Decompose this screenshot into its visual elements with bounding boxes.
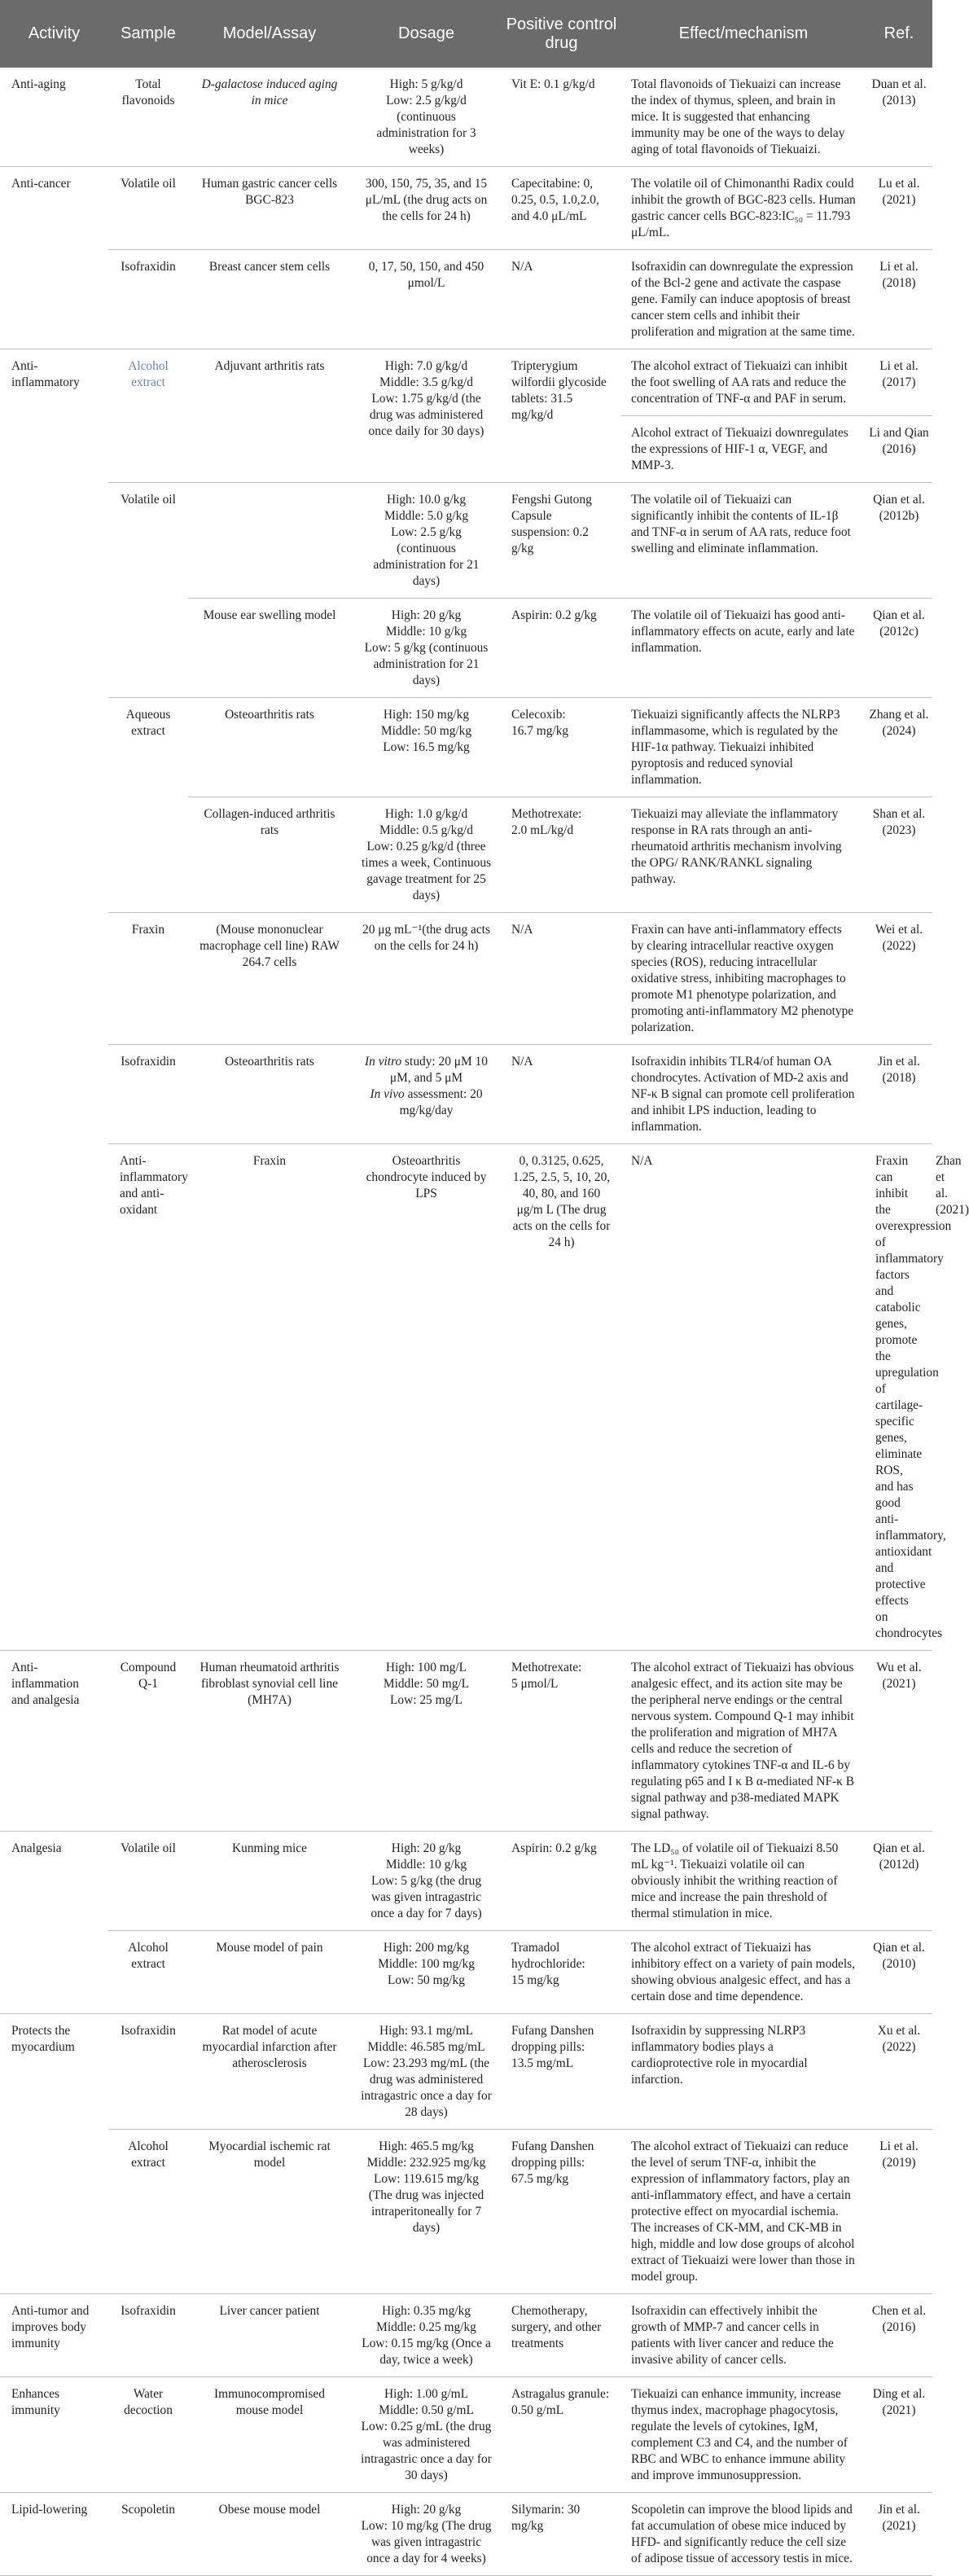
sample-cell: Aqueous extract xyxy=(108,698,188,913)
table-row xyxy=(0,2294,932,2377)
effect-cell: Scopoletin can improve the blood lipids and fat accumulation of obese mice induced by HFD- and significantly reduce the cell size of adipose tissue of accessory testis in mice. xyxy=(621,2493,866,2576)
table-row xyxy=(0,250,932,349)
header-activity: Activity xyxy=(0,0,108,68)
sample-cell: Volatile oil xyxy=(108,167,188,250)
ref-cell: Li and Qian (2016) xyxy=(866,416,932,483)
model-cell: Myocardial ischemic rat model xyxy=(188,2130,351,2294)
sample-cell: Isofraxidin xyxy=(108,2294,188,2377)
ref-cell: Wei et al. (2022) xyxy=(866,913,932,1045)
model-cell: Obese mouse model xyxy=(188,2493,351,2576)
table-row xyxy=(0,1832,932,1931)
ref-cell: Ding et al. (2021) xyxy=(866,2377,932,2493)
in-vitro-label: In vitro xyxy=(365,1055,402,1069)
activity-cell: Anti-cancer xyxy=(0,167,108,349)
model-cell: Osteoarthritis rats xyxy=(188,1045,351,1144)
model-cell: Human rheumatoid arthritis fibroblast synovial cell line (MH7A) xyxy=(188,1651,351,1832)
in-vitro-text: study: 20 μM 10 μM, and 5 μM xyxy=(389,1055,488,1085)
ref-cell: Qian et al. (2012d) xyxy=(866,1832,932,1931)
dosage-cell: High: 200 mg/kg Middle: 100 mg/kg Low: 50 mg/kg xyxy=(351,1931,502,2014)
effect-cell: Isofraxidin can effectively inhibit the growth of MMP-7 and cancer cells in patients with liver cancer and reduce the invasive ability of cancer cells. xyxy=(621,2294,866,2377)
sample-cell: Water decoction xyxy=(108,2377,188,2493)
ref-cell: Xu et al. (2022) xyxy=(866,2014,932,2130)
sample-cell: Fraxin xyxy=(108,913,188,1045)
positive-control-cell: N/A xyxy=(621,1144,866,1651)
ref-cell: Shan et al. (2023) xyxy=(866,797,932,913)
positive-control-cell: N/A xyxy=(502,913,621,1045)
table-row xyxy=(0,349,932,416)
ref-cell: Zhang et al. (2024) xyxy=(866,698,932,797)
positive-control-cell: Fufang Danshen dropping pills: 67.5 mg/kg xyxy=(502,2130,621,2294)
ref-cell: Qian et al. (2012c) xyxy=(866,599,932,698)
model-cell: (Mouse mononuclear macrophage cell line) RAW 264.7 cells xyxy=(188,913,351,1045)
effect-cell: Fraxin can inhibit the overexpression of inflammatory factors and catabolic genes, promote the upregulation of cartilage-specific genes, eliminate ROS, and has good anti-inflammatory, antioxidant and protective effects on chondrocytes xyxy=(866,1144,932,1651)
sample-cell: Volatile oil xyxy=(108,483,188,698)
sample-cell: Volatile oil xyxy=(108,1832,188,1931)
effect-cell: Tiekuaizi significantly affects the NLRP3 inflammasome, which is regulated by the HIF-1α pathway. Tiekuaizi inhibited pyroptosis and reduced synovial inflammation. xyxy=(621,698,866,797)
table-row xyxy=(0,483,932,599)
effect-cell: The volatile oil of Tiekuaizi has good anti-inflammatory effects on acute, early and late inflammation. xyxy=(621,599,866,698)
dosage-cell xyxy=(351,1045,502,1144)
effect-cell: Tiekuaizi can enhance immunity, increase thymus index, macrophage phagocytosis, regulate the levels of cytokines, IgM, complement C3 and C4, and the number of RBC and WBC to enhance immune ability and improve immunosuppression. xyxy=(621,2377,866,2493)
effect-cell: The LD₅₀ of volatile oil of Tiekuaizi 8.50 mL kg⁻¹. Tiekuaizi volatile oil can obviously inhibit the writhing reaction of mice and increase the pain threshold of thermal stimulation in mice. xyxy=(621,1832,866,1931)
sample-cell: Alcohol extract xyxy=(108,349,188,483)
ref-cell: Lu et al. (2021) xyxy=(866,167,932,250)
dosage-cell: 300, 150, 75, 35, and 15 μL/mL (the drug acts on the cells for 24 h) xyxy=(351,167,502,250)
dosage-cell: High: 1.0 g/kg/d Middle: 0.5 g/kg/d Low: 0.25 g/kg/d (three times a week, Continuous gavage treatment for 25 days) xyxy=(351,797,502,913)
positive-control-cell: Aspirin: 0.2 g/kg xyxy=(502,1832,621,1931)
dosage-cell: High: 93.1 mg/mL Middle: 46.585 mg/mL Low: 23.293 mg/mL (the drug was administered intragastric once a day for 28 days) xyxy=(351,2014,502,2130)
activity-cell: Lipid-lowering xyxy=(0,2493,108,2576)
positive-control-cell: Methotrexate: 2.0 mL/kg/d xyxy=(502,797,621,913)
in-vivo-label: In vivo xyxy=(370,1087,405,1101)
dosage-cell: High: 10.0 g/kg Middle: 5.0 g/kg Low: 2.5 g/kg (continuous administration for 21 days) xyxy=(351,483,502,599)
positive-control-cell: Methotrexate: 5 μmol/L xyxy=(502,1651,621,1832)
dosage-cell: High: 7.0 g/kg/d Middle: 3.5 g/kg/d Low: 1.75 g/kg/d (the drug was administered once daily for 30 days) xyxy=(351,349,502,483)
activity-cell: Anti-tumor and improves body immunity xyxy=(0,2294,108,2377)
ref-cell: Duan et al. (2013) xyxy=(866,68,932,167)
model-cell: Mouse model of pain xyxy=(188,1931,351,2014)
dosage-cell: 0, 17, 50, 150, and 450 μmol/L xyxy=(351,250,502,349)
effect-cell: Isofraxidin can downregulate the expression of the Bcl-2 gene and activate the caspase gene. Family can induce apoptosis of breast cancer stem cells and inhibit their proliferation and migration at the same time. xyxy=(621,250,866,349)
header-effect: Effect/mechanism xyxy=(621,0,866,68)
dosage-cell: High: 20 g/kg Low: 10 mg/kg (The drug was given intragastric once a day for 4 weeks) xyxy=(351,2493,502,2576)
dosage-cell: High: 1.00 g/mL Middle: 0.50 g/mL Low: 0.25 g/mL (the drug was administered intragastric once a day for 30 days) xyxy=(351,2377,502,2493)
effect-cell: Alcohol extract of Tiekuaizi downregulates the expressions of HIF-1 α, VEGF, and MMP-3. xyxy=(621,416,866,483)
dosage-text: High: 5 g/kg/d Low: 2.5 g/kg/d (continuous administration for 3 weeks) xyxy=(376,77,476,156)
dosage-cell: High: 0.35 mg/kg Middle: 0.25 mg/kg Low: 0.15 mg/kg (Once a day, twice a week) xyxy=(351,2294,502,2377)
sample-cell: Alcohol extract xyxy=(108,2130,188,2294)
effect-cell: Isofraxidin by suppressing NLRP3 inflammatory bodies plays a cardioprotective role in myocardial infarction. xyxy=(621,2014,866,2130)
sample-cell: Alcohol extract xyxy=(108,1931,188,2014)
effect-cell: Total flavonoids of Tiekuaizi can increase the index of thymus, spleen, and brain in mice. It is suggested that enhancing immunity may be one of the ways to delay aging of total flavonoids of Tiekuaizi. xyxy=(621,68,866,167)
positive-control-cell: Silymarin: 30 mg/kg xyxy=(502,2493,621,2576)
dosage-cell xyxy=(351,68,502,167)
positive-control-cell: N/A xyxy=(502,1045,621,1144)
effect-cell: Tiekuaizi may alleviate the inflammatory response in RA rats through an anti-rheumatoid arthritis mechanism involving the OPG/ RANK/RANKL signaling pathway. xyxy=(621,797,866,913)
sample-cell: Total flavonoids xyxy=(108,68,188,167)
positive-control-cell: N/A xyxy=(502,250,621,349)
model-cell: Immunocompromised mouse model xyxy=(188,2377,351,2493)
model-cell: Mouse ear swelling model xyxy=(188,599,351,698)
header-model: Model/Assay xyxy=(188,0,351,68)
effect-cell: The alcohol extract of Tiekuaizi has obvious analgesic effect, and its action site may be the peripheral nerve endings or the central nervous system. Compound Q-1 may inhibit the proliferation and migration of MH7A cells and reduce the secretion of inflammatory cytokines TNF-α and IL-6 by regulating p65 and I κ B α-mediated NF-κ B signal pathway and p38-mediated MAPK signal pathway. xyxy=(621,1651,866,1832)
positive-control-cell: Fengshi Gutong Capsule suspension: 0.2 g/kg xyxy=(502,483,621,599)
header-ref: Ref. xyxy=(866,0,932,68)
activity-cell: Analgesia xyxy=(0,1832,108,2014)
dosage-cell: 0, 0.3125, 0.625, 1.25, 2.5, 5, 10, 20, 40, 80, and 160 μg/m L (The drug acts on the cells for 24 h) xyxy=(502,1144,621,1651)
table-row xyxy=(0,1931,932,2014)
activity-cell: Anti-inflammatory xyxy=(0,349,108,1651)
effect-cell: The volatile oil of Tiekuaizi can significantly inhibit the contents of IL-1β and TNF-α in serum of AA rats, reduce foot swelling and eliminate inflammation. xyxy=(621,483,866,599)
positive-control-cell: Tripterygium wilfordii glycoside tablets: 31.5 mg/kg/d xyxy=(502,349,621,483)
sample-cell: Isofraxidin xyxy=(108,250,188,349)
ref-cell: Wu et al. (2021) xyxy=(866,1651,932,1832)
table-row xyxy=(0,68,932,167)
model-cell: Adjuvant arthritis rats xyxy=(188,349,351,483)
activity-cell: Anti-aging xyxy=(0,68,108,167)
effect-cell: The alcohol extract of Tiekuaizi can inhibit the foot swelling of AA rats and reduce the concentration of TNF-α and PAF in serum. xyxy=(621,349,866,416)
effect-cell: The alcohol extract of Tiekuaizi has inhibitory effect on a variety of pain models, showing obvious analgesic effect, and has a certain dose and time dependence. xyxy=(621,1931,866,2014)
ref-cell: Qian et al. (2010) xyxy=(866,1931,932,2014)
header-positive-control: Positive control drug xyxy=(502,0,621,68)
header-dosage: Dosage xyxy=(351,0,502,68)
model-cell: Breast cancer stem cells xyxy=(188,250,351,349)
effect-cell: The volatile oil of Chimonanthi Radix could inhibit the growth of BGC-823 cells. Human gastric cancer cells BGC-823:IC₅₀ = 11.793 μL/mL. xyxy=(621,167,866,250)
dosage-cell: High: 100 mg/L Middle: 50 mg/L Low: 25 mg/L xyxy=(351,1651,502,1832)
activity-cell: Enhances immunity xyxy=(0,2377,108,2493)
ref-cell: Qian et al. (2012b) xyxy=(866,483,932,599)
dosage-cell: High: 20 g/kg Middle: 10 g/kg Low: 5 g/kg (the drug was given intragastric once a day for 7 days) xyxy=(351,1832,502,1931)
sample-cell: Isofraxidin xyxy=(108,1045,188,1144)
dosage-cell: 20 μg mL⁻¹(the drug acts on the cells for 24 h) xyxy=(351,913,502,1045)
header-sample: Sample xyxy=(108,0,188,68)
positive-control-cell: Chemotherapy, surgery, and other treatments xyxy=(502,2294,621,2377)
header-row xyxy=(0,0,932,68)
model-cell xyxy=(188,68,351,167)
ref-cell: Jin et al. (2018) xyxy=(866,1045,932,1144)
dosage-cell: High: 20 g/kg Middle: 10 g/kg Low: 5 g/kg (continuous administration for 21 days) xyxy=(351,599,502,698)
sample-cell: Isofraxidin xyxy=(108,2014,188,2130)
effect-cell: Isofraxidin inhibits TLR4/of human OA chondrocytes. Activation of MD-2 axis and NF-κ B signal can promote cell proliferation and inhibit LPS induction, leading to inflammation. xyxy=(621,1045,866,1144)
dosage-cell: High: 150 mg/kg Middle: 50 mg/kg Low: 16.5 mg/kg xyxy=(351,698,502,797)
sample-cell: Compound Q-1 xyxy=(108,1651,188,1832)
table-row xyxy=(0,698,932,797)
model-cell: Rat model of acute myocardial infarction after atherosclerosis xyxy=(188,2014,351,2130)
positive-control-cell: Capecitabine: 0, 0.25, 0.5, 1.0,2.0, and 4.0 μL/mL xyxy=(502,167,621,250)
activity-cell: Protects the myocardium xyxy=(0,2014,108,2294)
activity-cell: Anti-inflammation and analgesia xyxy=(0,1651,108,1832)
table-row xyxy=(0,1651,932,1832)
positive-control-cell: Tramadol hydrochloride: 15 mg/kg xyxy=(502,1931,621,2014)
table-row xyxy=(0,2493,932,2576)
model-cell: Human gastric cancer cells BGC-823 xyxy=(188,167,351,250)
effect-cell: The alcohol extract of Tiekuaizi can reduce the level of serum TNF-α, inhibit the expression of inflammatory factors, play an anti-inflammatory effect, and have a certain protective effect on myocardial ischemia. The increases of CK-MM, and CK-MB in high, middle and low dose groups of alcohol extract of Tiekuaizi were lower than those in model group. xyxy=(621,2130,866,2294)
model-cell: Kunming mice xyxy=(188,1832,351,1931)
in-vivo-text: assessment: 20 mg/kg/day xyxy=(399,1087,483,1117)
table-row xyxy=(0,913,932,1045)
table-row xyxy=(0,2014,932,2130)
table-row xyxy=(0,2377,932,2493)
sample-cell: Scopoletin xyxy=(108,2493,188,2576)
table-row: Anti-inflammatory and anti-oxidant Fraxin Osteoarthritis chondrocyte induced by LPS 0, 0.3125, 0.625, 1.25, 2.5, 5, 10, 20, 40, 80, and 160 μg/m L (The drug acts on the cells for 24 h) N/A Fraxin can inhibit the overexpression of inflammatory factors and catabolic genes, promote the upregulation of cartilage-specific genes, eliminate ROS, and has good anti-inflammatory, antioxidant and protective effects on chondrocytes Zhan et al. (2021) xyxy=(0,1144,932,1651)
ref-cell: Li et al. (2017) xyxy=(866,349,932,416)
table-row xyxy=(0,1045,932,1144)
table-row xyxy=(0,167,932,250)
model-text: D-galactose induced aging in mice xyxy=(201,77,338,108)
positive-control-cell: Celecoxib: 16.7 mg/kg xyxy=(502,698,621,797)
positive-control-cell: Aspirin: 0.2 g/kg xyxy=(502,599,621,698)
model-cell xyxy=(188,483,351,599)
model-cell: Osteoarthritis rats xyxy=(188,698,351,797)
ref-cell: Jin et al. (2021) xyxy=(866,2493,932,2576)
dosage-cell: High: 465.5 mg/kg Middle: 232.925 mg/kg Low: 119.615 mg/kg (The drug was injected intraperitoneally for 7 days) xyxy=(351,2130,502,2294)
ref-cell: Li et al. (2018) xyxy=(866,250,932,349)
effect-cell: Fraxin can have anti-inflammatory effects by clearing intracellular reactive oxygen species (ROS), reducing intracellular oxidative stress, inhibiting macrophages to promote M1 phenotype polarization, and promoting anti-inflammatory M2 phenotype polarization. xyxy=(621,913,866,1045)
ref-cell: Chen et al. (2016) xyxy=(866,2294,932,2377)
table-row xyxy=(0,2130,932,2294)
model-cell: Collagen-induced arthritis rats xyxy=(188,797,351,913)
ref-cell: Li et al. (2019) xyxy=(866,2130,932,2294)
positive-control-cell: Vit E: 0.1 g/kg/d xyxy=(502,68,621,167)
sample-cell: Fraxin xyxy=(188,1144,351,1651)
activity-cell: Anti-inflammatory and anti-oxidant xyxy=(108,1144,188,1651)
model-cell: Osteoarthritis chondrocyte induced by LPS xyxy=(351,1144,502,1651)
positive-control-cell: Fufang Danshen dropping pills: 13.5 mg/mL xyxy=(502,2014,621,2130)
model-cell: Liver cancer patient xyxy=(188,2294,351,2377)
positive-control-cell: Astragalus granule: 0.50 g/mL xyxy=(502,2377,621,2493)
